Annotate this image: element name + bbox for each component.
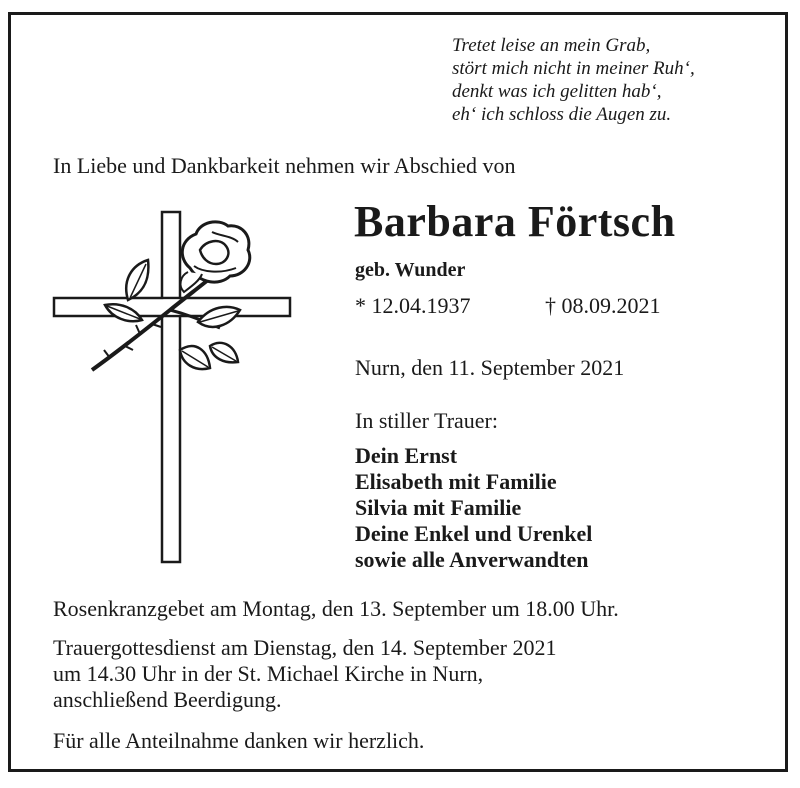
service-notice (53, 635, 556, 713)
mourner: Deine Enkel und Urenkel (355, 521, 593, 546)
mourners-list (355, 443, 592, 573)
poem-line: eh‘ ich schloss die Augen zu. (452, 104, 672, 125)
thanks-text: Für alle Anteilnahme danken wir herzlich. (53, 728, 425, 753)
deceased-name: Barbara Förtsch (354, 197, 676, 246)
poem-line: Tretet leise an mein Grab, (452, 35, 651, 56)
cross-with-rose-icon (50, 210, 300, 580)
mourner: Elisabeth mit Familie (355, 469, 557, 494)
service-line: Trauergottesdienst am Dienstag, den 14. September 2021 (53, 635, 557, 660)
poem-line: denkt was ich gelitten hab‘, (452, 81, 662, 102)
mourner: sowie alle Anverwandten (355, 547, 589, 572)
place-date: Nurn, den 11. September 2021 (355, 355, 625, 380)
mourner: Dein Ernst (355, 443, 458, 468)
intro-text: In Liebe und Dankbarkeit nehmen wir Abschied von (53, 153, 516, 178)
birth-name: geb. Wunder (355, 259, 466, 281)
mourning-intro: In stiller Trauer: (355, 408, 498, 433)
death-date: † 08.09.2021 (545, 293, 661, 318)
service-line: anschließend Beerdigung. (53, 687, 282, 712)
poem-line: stört mich nicht in meiner Ruh‘, (452, 58, 695, 79)
rosary-notice: Rosenkranzgebet am Montag, den 13. September um 18.00 Uhr. (53, 596, 619, 621)
mourner: Silvia mit Familie (355, 495, 522, 520)
service-line: um 14.30 Uhr in der St. Michael Kirche in Nurn, (53, 661, 484, 686)
poem (452, 34, 695, 126)
birth-date: * 12.04.1937 (355, 293, 471, 318)
